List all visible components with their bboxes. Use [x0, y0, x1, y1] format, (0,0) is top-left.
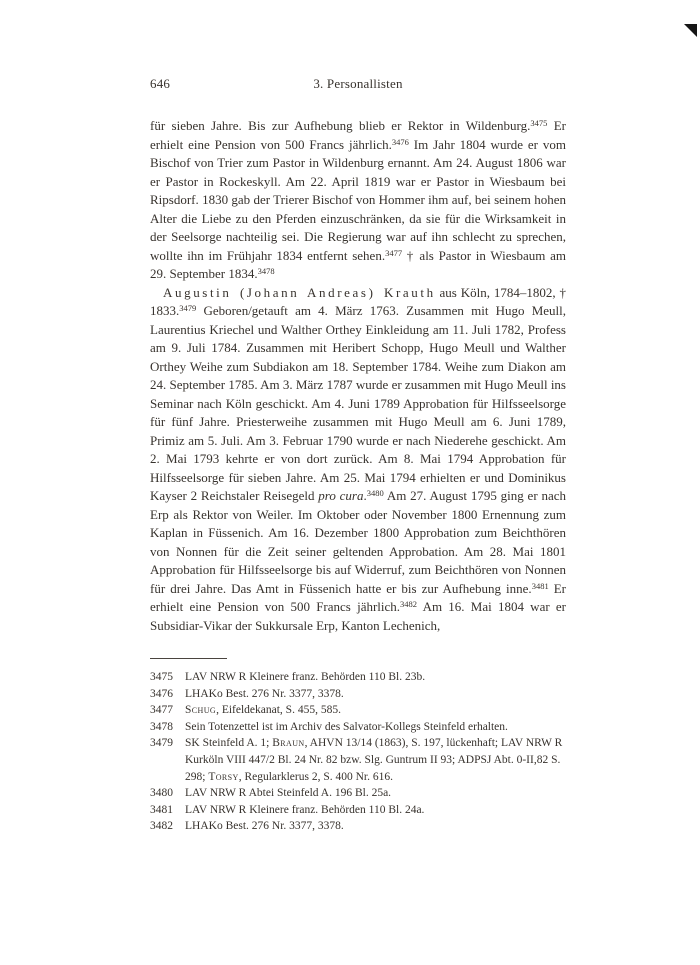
paragraph [150, 117, 566, 284]
author-name: Schug [185, 704, 217, 717]
footnote-item [150, 818, 566, 835]
footnote-ref: 3479 [179, 303, 197, 313]
text-body [150, 117, 566, 635]
text-run: LHAKo Best. 276 Nr. 3377, 3378. [185, 820, 344, 833]
text-run: Er erhielt eine Pension von 500 Francs jährlich. [150, 580, 566, 614]
footnote-ref: 3475 [530, 118, 548, 128]
footnote-text [185, 820, 344, 832]
footnote-separator [150, 658, 227, 659]
footnote-ref: 3477 [385, 247, 403, 258]
footnote-text [185, 737, 562, 782]
text-run: LAV NRW R Kleinere franz. Behörden 110 Bl. 24a. [185, 803, 425, 816]
latin-phrase: pro cura [318, 488, 364, 503]
footnote-number: 3476 [150, 687, 173, 700]
footnote-number: 3475 [150, 671, 173, 683]
page-header [150, 76, 566, 92]
page-corner-mark [684, 24, 697, 37]
footnote-text [185, 787, 391, 799]
text-run: , Regularklerus 2, S. 400 Nr. 616. [238, 770, 393, 783]
author-name: Braun [272, 737, 305, 750]
footnote-item [150, 669, 566, 686]
footnote-list [150, 669, 566, 835]
text-run: Am 16. Mai 1804 war er Subsidiar-Vikar der Sukkursale Erp, Kanton Lechenich, [150, 599, 567, 633]
text-run: aus Köln, 1784–1802, † 1833. [150, 284, 566, 318]
footnote-ref: 3481 [531, 580, 549, 591]
footnote-number: 3482 [150, 820, 173, 833]
text-run: Am 27. August 1795 ging er nach Erp als Rektor von Weiler. Im Oktober oder November 1800 Ernennung zum Kaplan in Füssenich. Am 16. Dezember 1800 Approbation zum Beichthören von Nonnen für die Zeit seiner geltenden Approbation. Am 28. Mai 1801 Approbation für Hilfsseelsorge bis auf Widerruf, zum Beichthören von Nonnen für drei Jahre. Das Amt in Füssenich hatte er bis zur Aufhebung inne. [150, 488, 566, 596]
page-number: 646 [150, 76, 171, 91]
footnote-text [185, 671, 425, 683]
text-run: † als Pastor in Wiesbaum am 29. September 1834. [150, 247, 566, 281]
page-content [150, 76, 566, 835]
footnote-item [150, 802, 566, 819]
text-run: , Eifeldekanat, S. 455, 585. [216, 704, 341, 717]
footnote-number: 3481 [150, 803, 173, 816]
text-run: LAV NRW R Abtei Steinfeld A. 196 Bl. 25a. [185, 787, 392, 800]
person-name: Augustin (Johann Andreas) Krauth [163, 284, 436, 300]
text-run: LAV NRW R Kleinere franz. Behörden 110 Bl. 23b. [185, 671, 426, 683]
text-run: LHAKo Best. 276 Nr. 3377, 3378. [185, 687, 344, 700]
text-run: Geboren/getauft am 4. März 1763. Zusammen mit Hugo Meull, Laurentius Kriechel und Walther Orthey Einkleidung am 11. Juli 1782, Profess am 9. Juli 1784. Zusammen mit Heribert Schopp, Hugo Meull und Walther Orthey Weihe zum Subdiakon am 18. September 1784. Weihe zum Diakon am 24. September 1785. Am 3. März 1787 wurde er zusammen mit Hugo Meull ins Seminar nach Köln geschickt. Am 4. Juni 1789 Approbation für Hilfsseelsorge für fünf Jahre. Priesterweihe zusammen mit Hugo Meull am 6. Juni 1789, Primiz am 5. Juli. Am 3. Februar 1790 wurde er nach Niederehe geschickt. Am 2. Mai 1793 kehrte er von dort zurück. Am 8. Mai 1794 Approbation für Hilfsseelsorge für sieben Jahre. Am 25. Mai 1794 erhielten er und Dominikus Kayser 2 Reichstaler Reisegeld [150, 303, 566, 503]
text-run: Er erhielt eine Pension von 500 Francs jährlich. [150, 118, 566, 152]
footnote-number: 3477 [150, 704, 173, 717]
text-run: Im Jahr 1804 wurde er vom Bischof von Trier zum Pastor in Wildenburg ernannt. Am 24. August 1806 war er Pastor in Rockeskyll. Am 22. April 1819 war er Pastor in Wiesbaum bei Ripsdorf. 1830 gab der Trierer Bischof von Hommer ihm auf, bei seinem hohen Alter die Liebe zu den Pferden einzuschränken, da sie für die Wirksamkeit in der Seelsorge nachteilig sei. Die Regierung war auf ihn schlecht zu sprechen, wollte ihn im Frühjahr 1834 entfernt sehen. [150, 136, 566, 263]
author-name: Torsy [208, 770, 239, 783]
paragraph [150, 284, 566, 636]
text-run: , AHVN 13/14 (1863), S. 197, lückenhaft; LAV NRW R Kurköln VIII 447/2 Bl. 24 Nr. 82 bzw. Slg. Guntrum II 93; ADPSJ Abt. 0-II,82 S. 298; [185, 737, 563, 783]
footnote-ref: 3478 [257, 266, 275, 276]
footnote-text [185, 721, 508, 733]
running-title: 3. Personallisten [313, 76, 403, 91]
footnote-text [185, 804, 424, 816]
text-run: für sieben Jahre. Bis zur Aufhebung blieb er Rektor in Wildenburg. [150, 118, 531, 133]
footnote-number: 3479 [150, 737, 173, 750]
footnote-text [185, 704, 341, 716]
footnote-item [150, 735, 566, 785]
footnote-number: 3478 [150, 720, 173, 733]
footnote-item [150, 719, 566, 736]
footnote-item [150, 785, 566, 802]
text-run: . [363, 488, 367, 503]
footnote-ref: 3480 [366, 488, 384, 498]
text-run: Sein Totenzettel ist im Archiv des Salvator-Kollegs Steinfeld erhalten. [185, 720, 508, 733]
footnote-item [150, 686, 566, 703]
text-run: SK Steinfeld A. 1; [185, 737, 273, 750]
footnote-ref: 3476 [391, 136, 409, 147]
footnote-ref: 3482 [400, 599, 418, 609]
footnote-item [150, 702, 566, 719]
footnote-number: 3480 [150, 787, 173, 800]
footnote-text [185, 688, 344, 700]
